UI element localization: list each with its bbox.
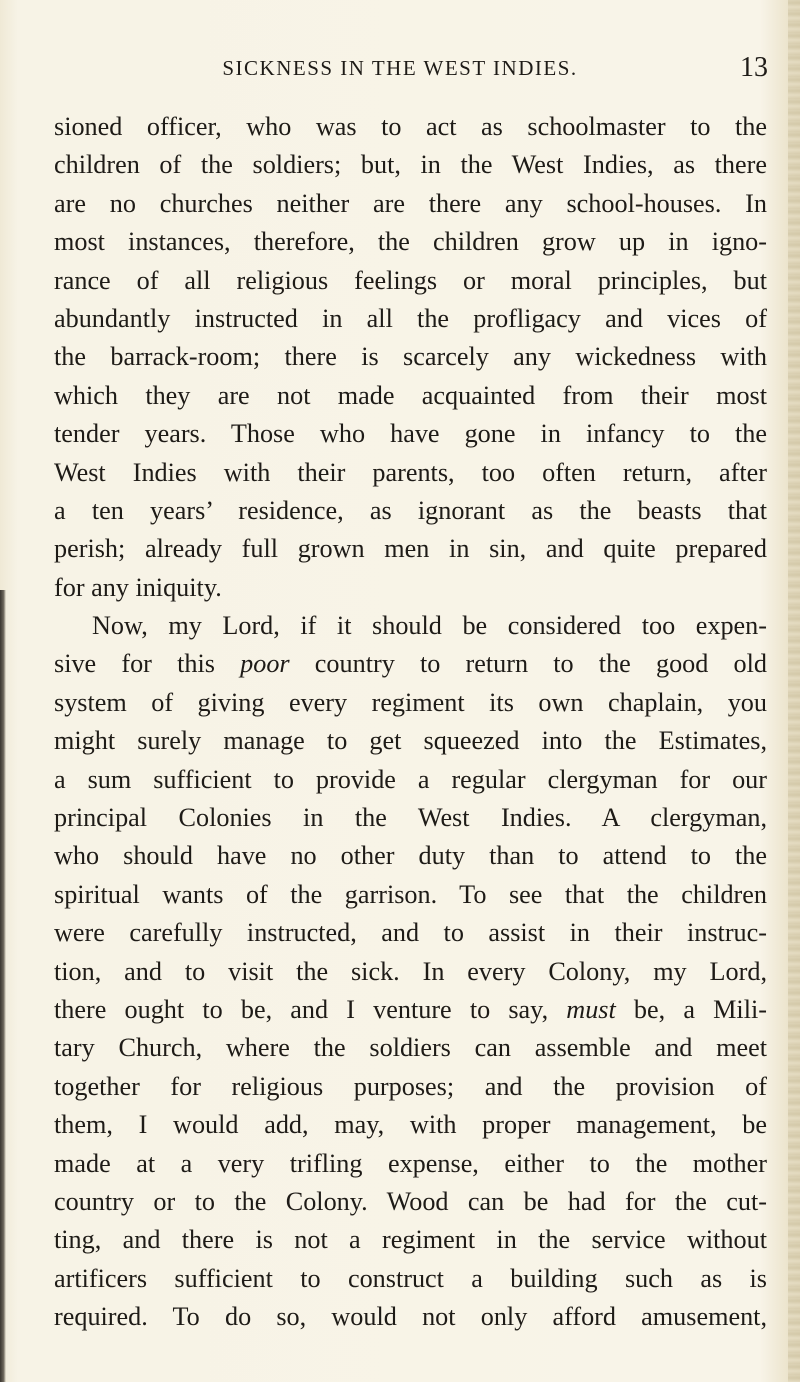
text-line-with-italic	[54, 645, 767, 683]
text-line: sioned officer, who was to act as schoolmaster to the	[54, 112, 767, 141]
text-line: the barrack-room; there is scarcely any wickedness with	[54, 342, 767, 372]
paragraph-end-line: for any iniquity.	[54, 572, 222, 602]
text-segment: there ought to be, and I venture to say,	[54, 994, 567, 1024]
page-edge	[788, 0, 800, 1382]
text-line-with-italic	[54, 991, 767, 1029]
running-header: SICKNESS IN THE WEST INDIES.	[222, 56, 578, 80]
body-text	[54, 108, 767, 1337]
text-line: required. To do so, would not only afford amusement,	[54, 1302, 767, 1332]
text-line: tary Church, where the soldiers can assemble and meet	[54, 1033, 767, 1063]
italic-word: poor	[240, 649, 290, 679]
text-line: might surely manage to get squeezed into the Estimates,	[54, 726, 767, 756]
text-line: principal Colonies in the West Indies. A clergyman,	[54, 803, 767, 833]
text-segment: be, a Mili-	[615, 994, 767, 1024]
text-line: spiritual wants of the garrison. To see that the children	[54, 879, 767, 909]
text-line: country or to the Colony. Wood can be had for the cut-	[54, 1186, 767, 1216]
text-line: tender years. Those who have gone in infancy to the	[54, 419, 767, 449]
text-line: perish; already full grown men in sin, and quite prepared	[54, 534, 767, 564]
text-line: ting, and there is not a regiment in the service without	[54, 1225, 767, 1255]
text-line: were carefully instructed, and to assist in their instruc-	[54, 918, 767, 948]
text-segment: sive for this	[54, 649, 241, 679]
text-line: rance of all religious feelings or moral principles, but	[54, 265, 767, 295]
text-line: a sum sufficient to provide a regular clergyman for our	[54, 764, 767, 794]
text-line: abundantly instructed in all the profligacy and vices of	[54, 303, 767, 333]
italic-word: must	[566, 994, 616, 1024]
text-line: are no churches neither are there any school-houses. In	[54, 188, 767, 218]
text-line: who should have no other duty than to attend to the	[54, 841, 767, 871]
text-line: West Indies with their parents, too often return, after	[54, 457, 767, 487]
text-line: made at a very trifling expense, either to the mother	[54, 1148, 767, 1178]
text-segment: country to return to the good old	[289, 649, 767, 679]
page-gutter-shadow	[0, 590, 6, 1382]
text-line: a ten years’ residence, as ignorant as the beasts that	[54, 495, 767, 525]
page-number: 13	[740, 52, 768, 83]
text-line: system of giving every regiment its own chaplain, you	[54, 687, 767, 717]
paragraph-start-line: Now, my Lord, if it should be considered too expen-	[92, 611, 767, 641]
text-line: which they are not made acquainted from their most	[54, 380, 767, 410]
text-line: together for religious purposes; and the provision of	[54, 1071, 767, 1101]
text-line: children of the soldiers; but, in the West Indies, as there	[54, 150, 767, 180]
text-line: them, I would add, may, with proper management, be	[54, 1110, 767, 1140]
text-line: most instances, therefore, the children grow up in igno-	[54, 227, 767, 257]
text-line: tion, and to visit the sick. In every Colony, my Lord,	[54, 956, 767, 986]
text-line: artificers sufficient to construct a building such as is	[54, 1263, 767, 1293]
